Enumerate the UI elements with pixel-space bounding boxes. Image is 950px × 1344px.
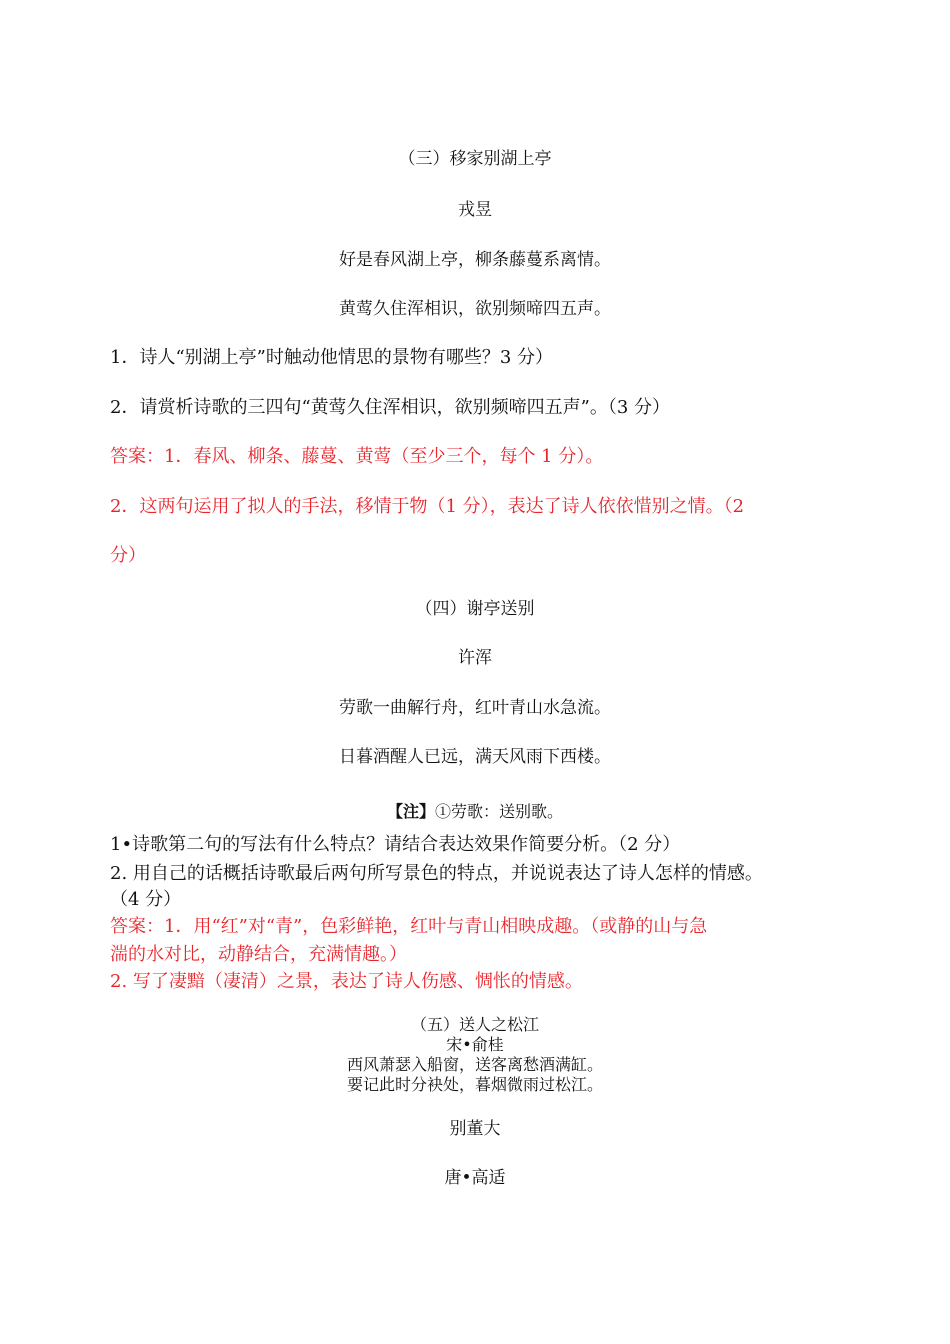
- poem-author: 唐•高适: [444, 1168, 506, 1188]
- poem-title: （三）移家别湖上亭: [398, 149, 552, 169]
- poem-note: [0, 799, 950, 822]
- note-bracket: 【注】: [386, 802, 435, 821]
- answer-2-continued: 分）: [110, 545, 146, 566]
- poem-author: 许浑: [458, 648, 492, 668]
- answer-2: 2. 写了凄黯（凄清）之景，表达了诗人伤感、惆怅的情感。: [110, 971, 583, 992]
- poem-line: 黄莺久住浑相识，欲别频啼四五声。: [339, 299, 611, 319]
- poem-line: 要记此时分袂处，暮烟微雨过松江。: [346, 1075, 603, 1094]
- question-2-continued: （4 分）: [110, 889, 182, 910]
- poem-line: 西风萧瑟入船窗，送客离愁酒满缸。: [346, 1055, 603, 1074]
- poem-title: （五）送人之松江: [410, 1015, 539, 1034]
- poem-title: 别董大: [449, 1119, 501, 1139]
- answer-1-continued: 湍的水对比，动静结合，充满情趣。）: [110, 944, 407, 965]
- poem-line: 劳歌一曲解行舟，红叶青山水急流。: [339, 698, 611, 718]
- question-1: 1．诗人“别湖上亭”时触动他情思的景物有哪些？3 分）: [110, 347, 554, 368]
- note-text: ①劳歌：送别歌。: [435, 802, 564, 821]
- question-2: 2．请赏析诗歌的三四句“黄莺久住浑相识，欲别频啼四五声”。（3 分）: [110, 397, 671, 418]
- poem-line: 好是春风湖上亭，柳条藤蔓系离情。: [339, 250, 611, 270]
- question-1: 1•诗歌第二句的写法有什么特点？请结合表达效果作简要分析。（2 分）: [110, 834, 681, 855]
- poem-author: 戎昱: [458, 200, 492, 220]
- poem-line: 日暮酒醒人已远，满天风雨下西楼。: [339, 747, 611, 767]
- answer-2: 2．这两句运用了拟人的手法，移情于物（1 分），表达了诗人依依惜别之情。（2: [110, 496, 745, 517]
- answer-1: 答案：1．用“红”对“青”，色彩鲜艳，红叶与青山相映成趣。（或静的山与急: [110, 916, 708, 937]
- poem-author: 宋•俞桂: [446, 1035, 504, 1054]
- poem-title: （四）谢亭送别: [415, 599, 535, 619]
- answer-1: 答案：1．春风、柳条、藤蔓、黄莺（至少三个，每个 1 分）。: [110, 446, 604, 467]
- question-2: 2. 用自己的话概括诗歌最后两句所写景色的特点，并说说表达了诗人怎样的情感。: [110, 863, 763, 884]
